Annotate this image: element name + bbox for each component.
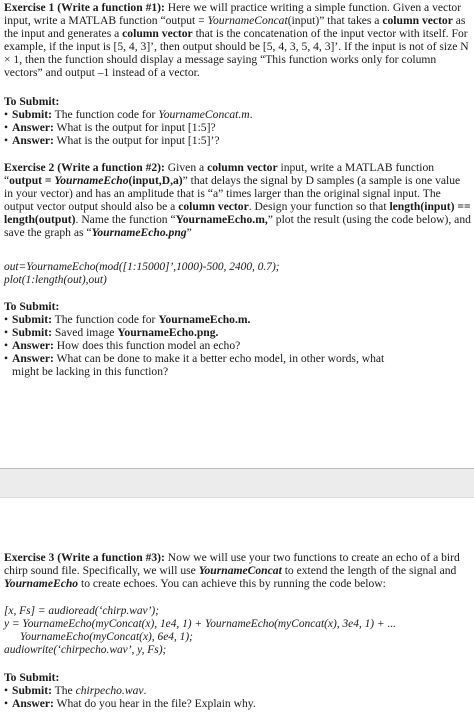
exercise-2-bold: YournameEcho.m, bbox=[175, 213, 268, 227]
item-filename: YournameEcho.m. bbox=[158, 313, 251, 327]
answer-item bbox=[4, 339, 471, 352]
exercise-2-function-name: YournameEcho bbox=[54, 174, 129, 188]
exercise-1-paragraph bbox=[4, 1, 471, 80]
bullet-icon: • bbox=[4, 684, 9, 698]
exercise-1-title: Exercise 1 (Write a function #1): bbox=[4, 1, 165, 14]
exercise-3-function-name: YournameConcat bbox=[198, 564, 282, 578]
exercise-2-bold: column vector bbox=[207, 161, 278, 174]
exercise-2-bold: column vector bbox=[178, 200, 249, 214]
item-text: The function code for bbox=[51, 313, 159, 327]
submit-section-1 bbox=[4, 95, 471, 147]
exercise-1-text: (input)” that takes a bbox=[287, 14, 383, 28]
exercise-3-text: to create echoes. You can achieve this by running the code below: bbox=[78, 577, 386, 591]
exercise-1-bold: column vector bbox=[382, 14, 453, 28]
code-line: audiowrite(‘chirpecho.wav’, y, Fs); bbox=[4, 644, 167, 657]
item-label: Answer: bbox=[12, 134, 54, 148]
exercise-3-title: Exercise 3 (Write a function #3): bbox=[4, 551, 165, 564]
item-filename: YournameConcat.m bbox=[158, 108, 250, 122]
exercise-2-bold: (input,D,a) bbox=[128, 174, 183, 188]
item-text: What is the output for input [1:5]’? bbox=[53, 134, 220, 148]
item-filename: chirpecho.wav bbox=[75, 684, 144, 698]
exercise-3-function-name: YournameEcho bbox=[4, 577, 79, 591]
item-label: Answer: bbox=[12, 352, 54, 366]
submit-item bbox=[4, 313, 471, 326]
exercise-2-title: Exercise 2 (Write a function #2): bbox=[4, 161, 165, 174]
exercise-2-text: ” bbox=[186, 226, 192, 240]
separator-line bbox=[0, 468, 474, 469]
item-text: The function code for bbox=[51, 108, 159, 122]
exercise-3-text: Now we will use your two functions to create an echo of a bird chirp sound file. Specifically, we will use bbox=[4, 551, 460, 578]
page-bottom bbox=[0, 498, 474, 717]
item-label: Answer: bbox=[12, 697, 54, 711]
page-separator bbox=[0, 468, 474, 498]
submit-section-2 bbox=[4, 300, 471, 379]
submit-item bbox=[4, 108, 471, 121]
code-line: out=YournameEcho(mod([1:15000]’,1000)-500, 2400, 0.7); bbox=[4, 261, 280, 273]
exercise-1-function-name: YournameConcat bbox=[207, 14, 288, 28]
exercise-1-text: Here we will practice writing a simple function. Given a vector input, write a MATLAB function “output = bbox=[4, 1, 462, 28]
bullet-icon: • bbox=[4, 339, 9, 353]
submit-title: To Submit: bbox=[4, 671, 60, 684]
exercise-2-text: . Design your function so that bbox=[248, 200, 390, 214]
exercise-2-text: input, write a MATLAB function “ bbox=[4, 161, 435, 188]
item-label: Submit: bbox=[12, 326, 52, 340]
item-text: What do you hear in the file? Explain why. bbox=[53, 697, 256, 711]
bullet-icon: • bbox=[4, 697, 9, 711]
item-label: Submit: bbox=[12, 108, 52, 122]
code-block-1 bbox=[4, 261, 280, 287]
bullet-icon: • bbox=[4, 108, 9, 122]
submit-item bbox=[4, 684, 471, 697]
submit-title: To Submit: bbox=[4, 95, 60, 108]
exercise-2-image-name: YournameEcho.png bbox=[91, 226, 187, 240]
code-line: YournameEcho(myConcat(x), 6e4, 1); bbox=[20, 631, 193, 644]
exercise-2-text: . Name the function “ bbox=[75, 213, 176, 227]
submit-item bbox=[4, 326, 471, 339]
item-text: The bbox=[51, 684, 76, 698]
answer-item bbox=[4, 352, 471, 378]
answer-item bbox=[4, 134, 471, 147]
answer-item bbox=[4, 121, 471, 134]
bullet-icon: • bbox=[4, 313, 9, 327]
item-filename: YournameEcho.png. bbox=[117, 326, 219, 340]
exercise-3-paragraph bbox=[4, 551, 471, 590]
bullet-icon: • bbox=[4, 352, 9, 366]
answer-item bbox=[4, 697, 471, 710]
code-line: [x, Fs] = audioread(‘chirp.wav’); bbox=[4, 605, 159, 617]
code-line: y = YournameEcho(myConcat(x), 1e4, 1) + YournameEcho(myConcat(x), 3e4, 1) + ... bbox=[4, 618, 397, 631]
exercise-1-bold: column vector bbox=[122, 27, 193, 41]
item-label: Submit: bbox=[12, 313, 52, 327]
item-text: What is the output for input [1:5]? bbox=[53, 121, 216, 135]
exercise-2-text: Given a bbox=[164, 161, 208, 174]
bullet-icon: • bbox=[4, 121, 9, 135]
code-line: plot(1:length(out),out) bbox=[4, 274, 107, 287]
exercise-2-bold: length(input) == length(output) bbox=[4, 200, 471, 227]
bullet-icon: • bbox=[4, 134, 9, 148]
exercise-2-paragraph bbox=[4, 161, 471, 240]
item-label: Answer: bbox=[12, 339, 54, 353]
exercise-1-text: that is the concatenation of the input vector with itself. For example, if the input is [5, 4, 3]’, then output should be [5, 4, 3, 5, 4, 3]’. If the input is not of size N × 1, then the function should display a message saying “This function works only for column vectors” and output –1 instead of a vector. bbox=[4, 27, 469, 80]
item-label: Submit: bbox=[12, 684, 52, 698]
code-block-2 bbox=[4, 605, 396, 657]
item-text: How does this function model an echo? bbox=[53, 339, 241, 353]
exercise-2-text: ” plot the result (using the code below), and save the graph as “ bbox=[4, 213, 471, 240]
item-text: . bbox=[249, 108, 253, 122]
exercise-1-text: as the input and generates a bbox=[4, 14, 466, 41]
item-text: . bbox=[143, 684, 147, 698]
exercise-2-text: ” that delays the signal by D samples (a sample is one value in your vector) and has an amplitude that is “a” times larger than the original signal input. The output vector output should also be a bbox=[4, 174, 461, 214]
item-text: Saved image bbox=[51, 326, 118, 340]
submit-section-3 bbox=[4, 671, 471, 710]
item-label: Answer: bbox=[12, 121, 54, 135]
exercise-3-text: to extend the length of the signal and bbox=[281, 564, 457, 578]
exercise-2-bold: output = bbox=[9, 174, 55, 188]
bullet-icon: • bbox=[4, 326, 9, 340]
submit-title: To Submit: bbox=[4, 300, 60, 313]
item-text: What can be done to make it a better echo model, in other words, what might be lacking in this function? bbox=[12, 352, 385, 379]
